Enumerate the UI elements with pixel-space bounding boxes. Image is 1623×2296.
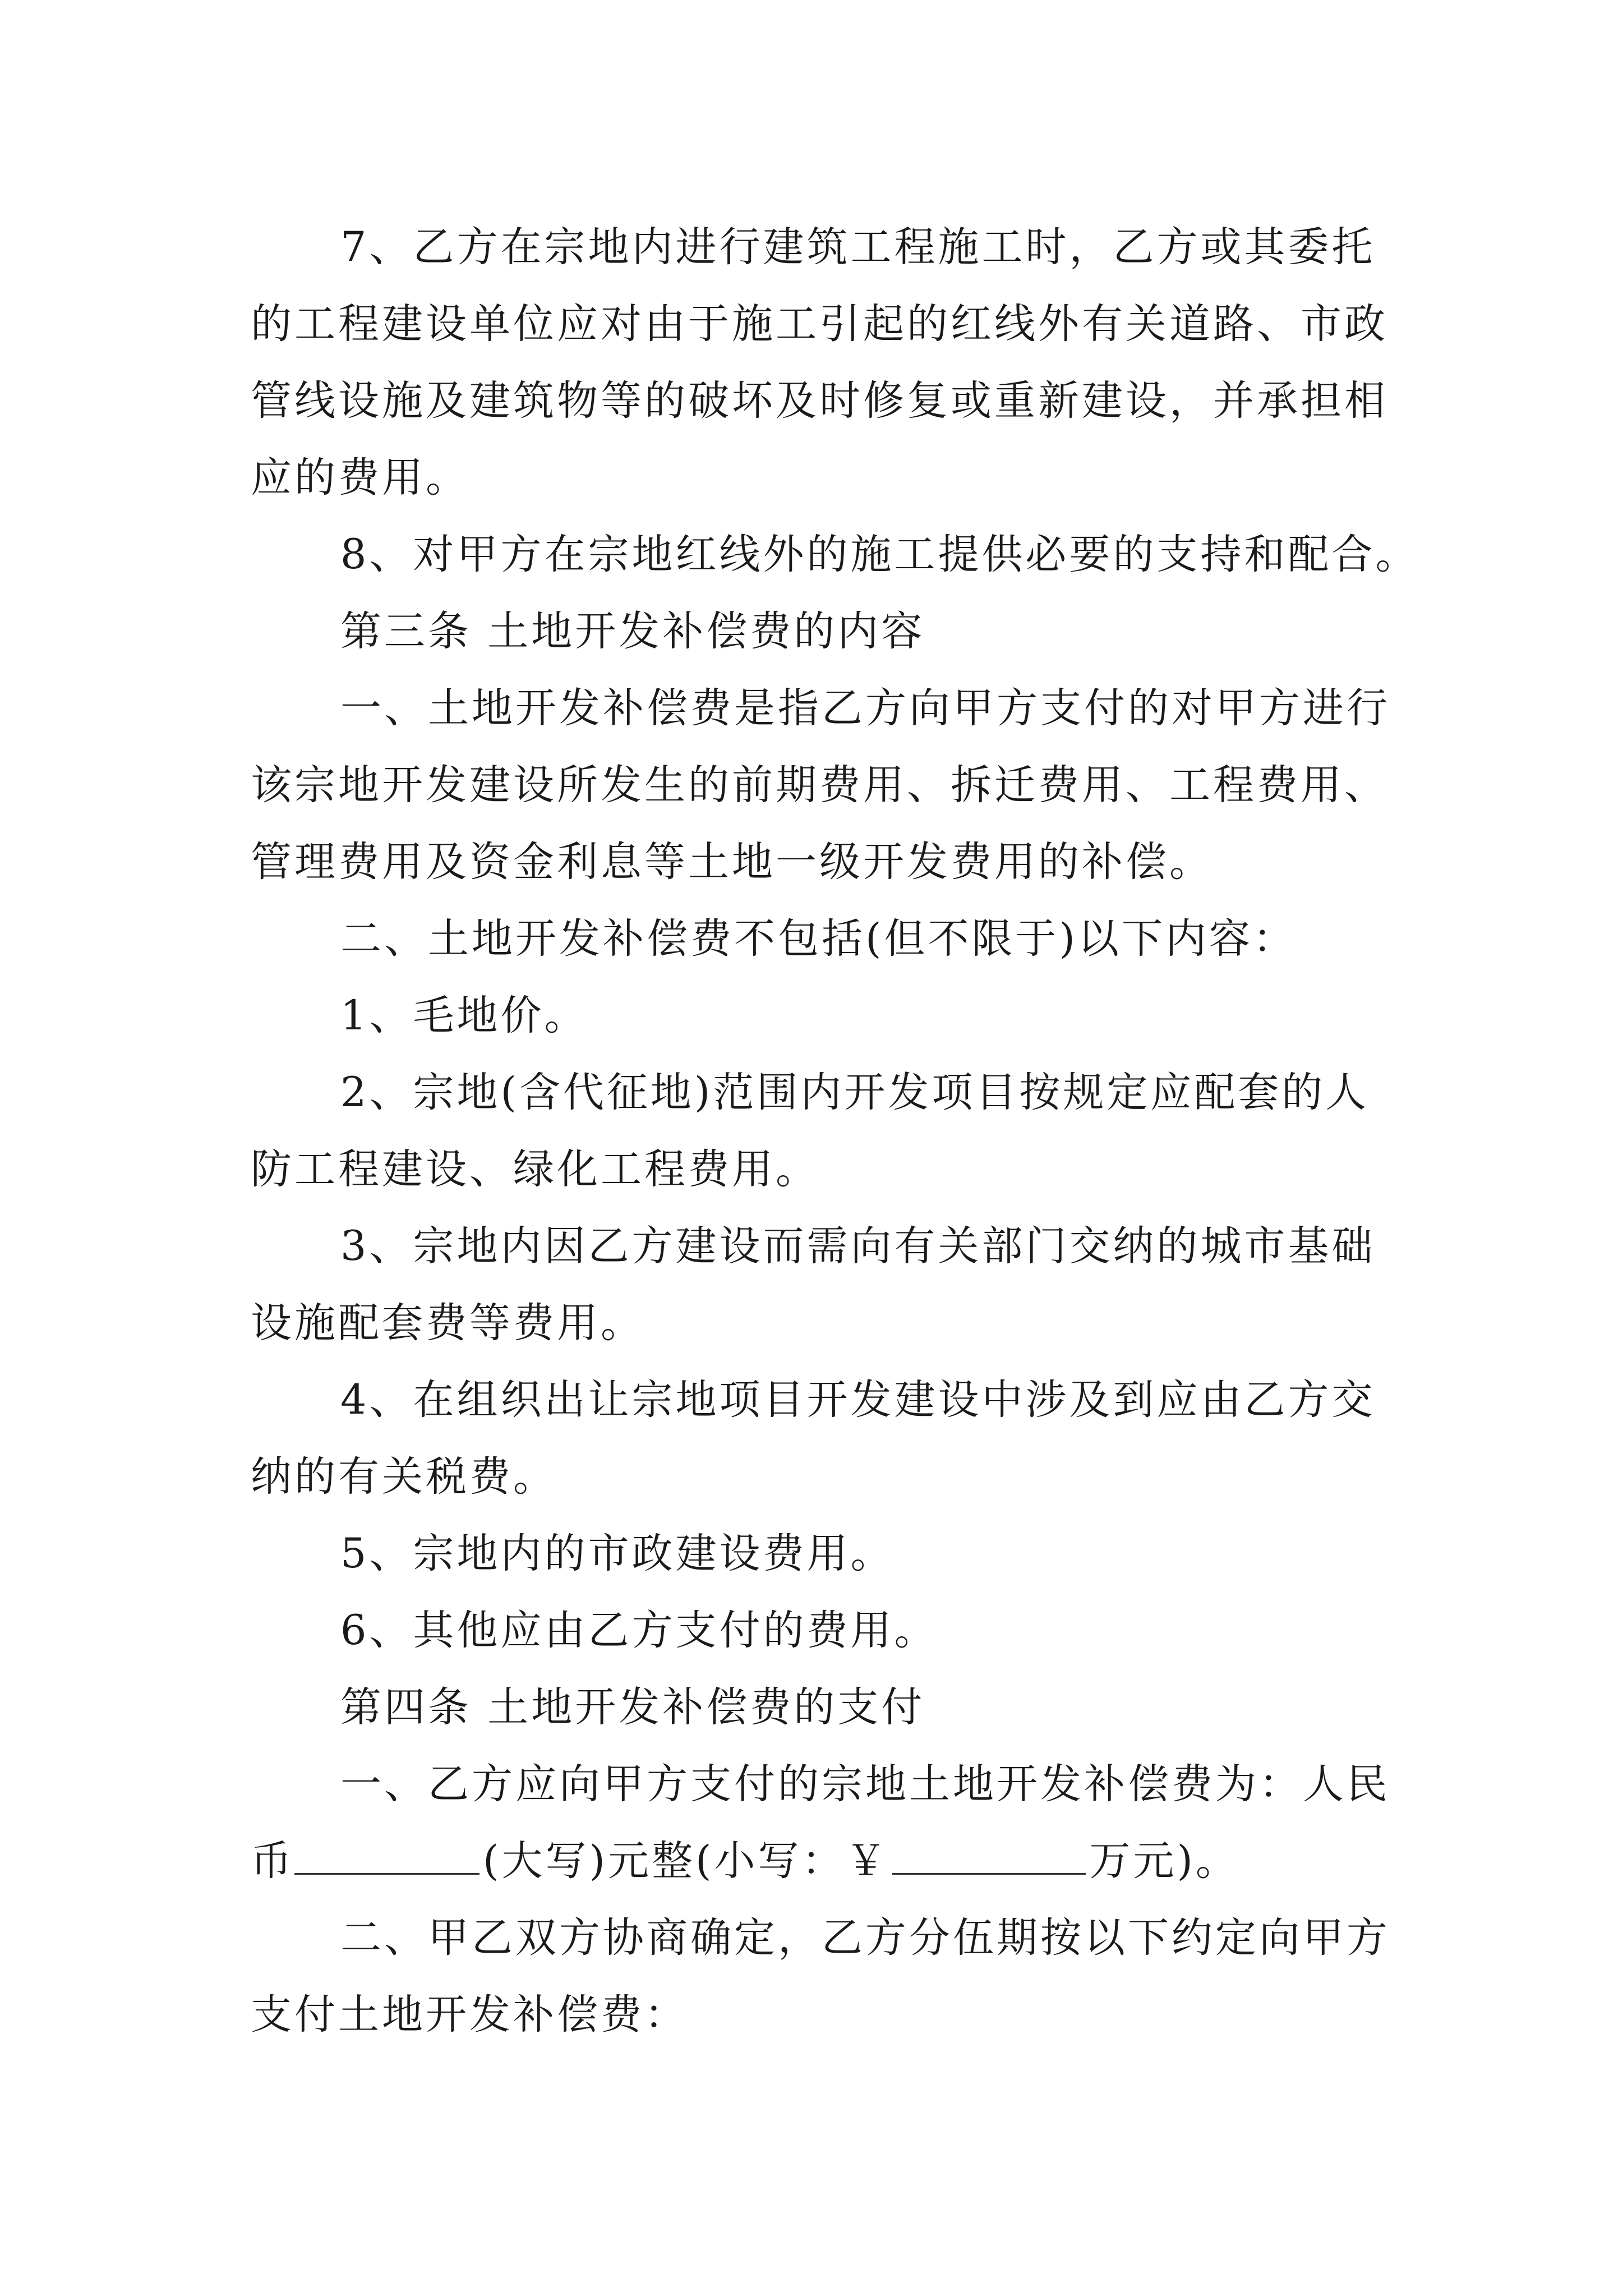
paragraph-line: 该宗地开发建设所发生的前期费用、拆迁费用、工程费用、: [251, 761, 1388, 809]
amount-uppercase-blank[interactable]: [294, 1838, 479, 1875]
section-heading: 第四条 土地开发补偿费的支付: [340, 1683, 925, 1731]
amount-middle: (大写)元整(小写：￥: [483, 1837, 889, 1885]
paragraph-line: 8、对甲方在宗地红线外的施工提供必要的支持和配合。: [340, 531, 1419, 578]
paragraph-line: 设施配套费等费用。: [251, 1299, 644, 1347]
paragraph-line: 二、土地开发补偿费不包括(但不限于)以下内容：: [340, 915, 1297, 963]
paragraph-line: 一、土地开发补偿费是指乙方向甲方支付的对甲方进行: [340, 684, 1390, 732]
list-item: 1、毛地价。: [340, 992, 588, 1039]
section-heading: 第三条 土地开发补偿费的内容: [340, 608, 925, 655]
amount-prefix: 币: [251, 1837, 294, 1885]
paragraph-line: 应的费用。: [251, 454, 469, 501]
list-item: 3、宗地内因乙方建设而需向有关部门交纳的城市基础: [340, 1222, 1376, 1270]
list-item: 5、宗地内的市政建设费用。: [340, 1530, 895, 1577]
paragraph-line: 的工程建设单位应对由于施工引起的红线外有关道路、市政: [251, 300, 1388, 348]
paragraph-line: 二、甲乙双方协商确定，乙方分伍期按以下约定向甲方: [340, 1914, 1390, 1962]
paragraph-line: 管理费用及资金利息等土地一级开发费用的补偿。: [251, 838, 1213, 886]
paragraph-line: 防工程建设、绿化工程费用。: [251, 1145, 819, 1193]
paragraph-line: 纳的有关税费。: [251, 1453, 557, 1501]
list-item: 4、在组织出让宗地项目开发建设中涉及到应由乙方交: [340, 1376, 1376, 1424]
list-item: 6、其他应由乙方支付的费用。: [340, 1607, 938, 1654]
amount-lowercase-blank[interactable]: [892, 1838, 1086, 1875]
amount-suffix: 万元)。: [1089, 1837, 1239, 1885]
document-page: [251, 209, 1419, 2053]
paragraph-line: 7、乙方在宗地内进行建筑工程施工时，乙方或其委托: [340, 223, 1376, 271]
amount-line: [251, 1823, 1384, 1899]
paragraph-line: 一、乙方应向甲方支付的宗地土地开发补偿费为：人民: [340, 1760, 1390, 1808]
paragraph-line: 支付土地开发补偿费：: [251, 1991, 688, 2039]
list-item: 2、宗地(含代征地)范围内开发项目按规定应配套的人: [340, 1069, 1370, 1116]
paragraph-line: 管线设施及建筑物等的破坏及时修复或重新建设，并承担相: [251, 377, 1388, 425]
